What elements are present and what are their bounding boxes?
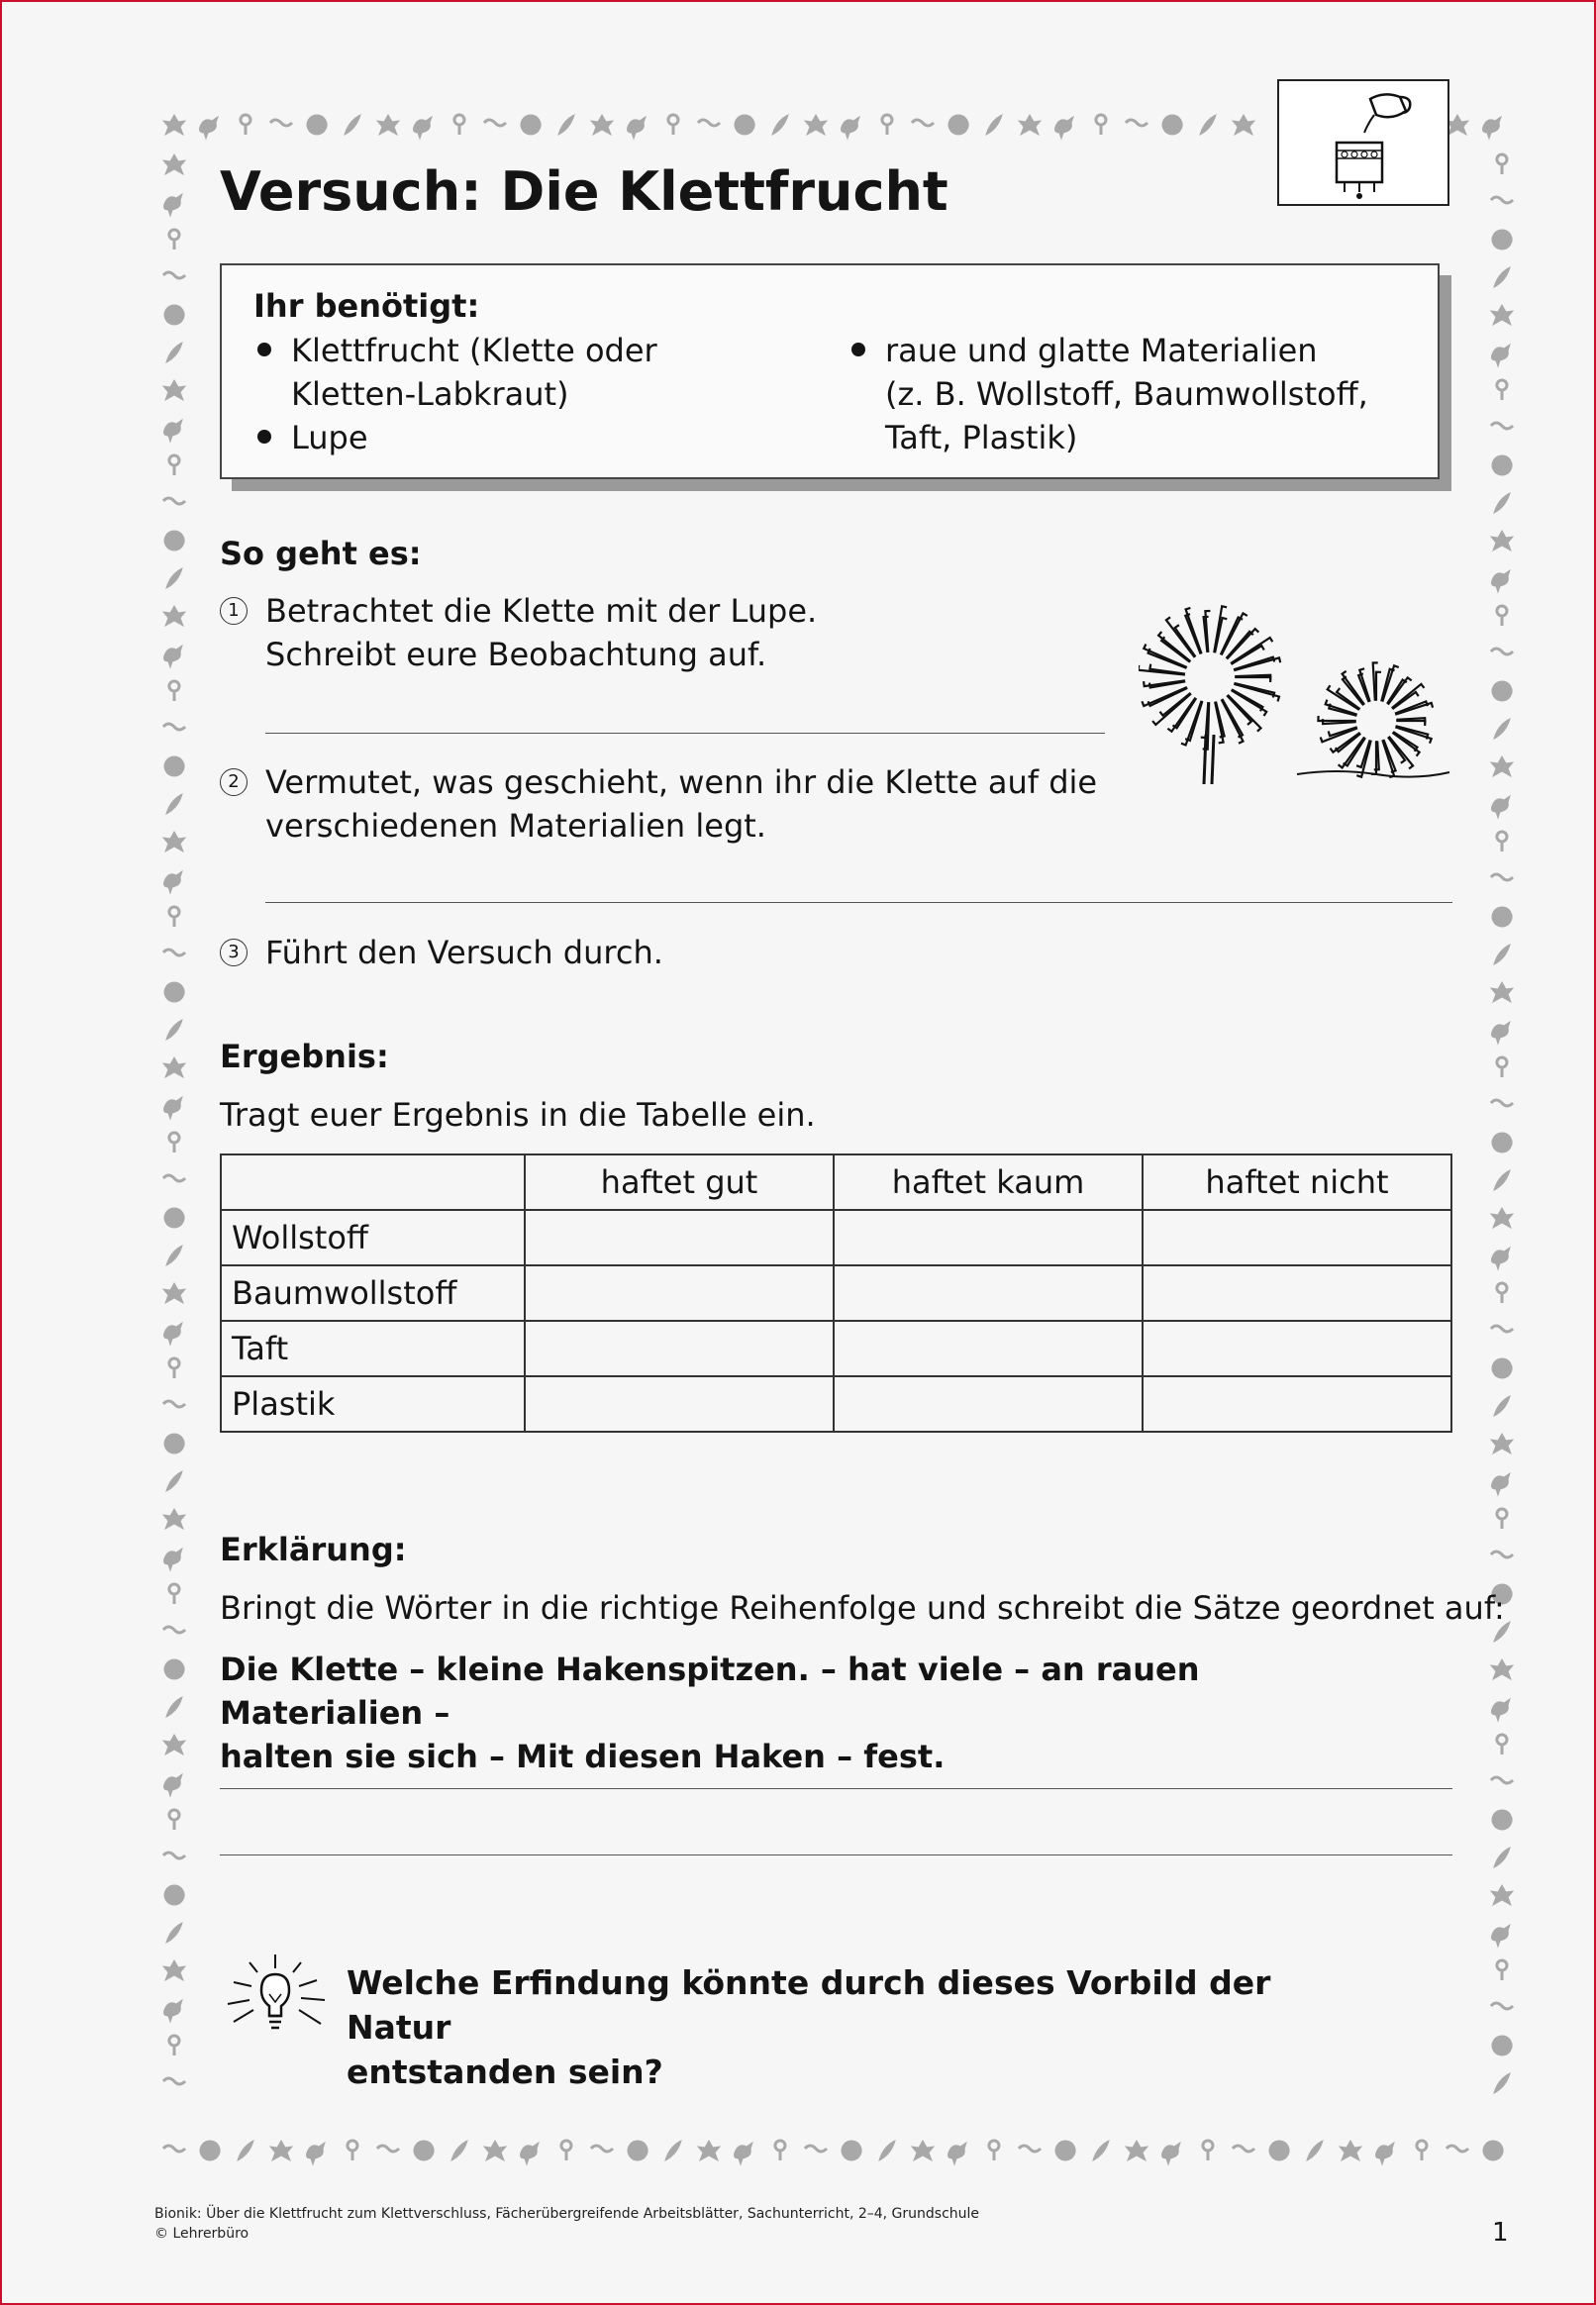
- border-motif: [1492, 1022, 1511, 1044]
- border-motif: [163, 950, 185, 955]
- table-row: [221, 1210, 1451, 1265]
- border-motif: [882, 115, 892, 135]
- border-motif: [169, 455, 179, 475]
- burr-spike: [1376, 672, 1381, 701]
- border-motif: [164, 2000, 183, 2022]
- result-cell[interactable]: [834, 1265, 1143, 1321]
- page-title: Versuch: Die Klettfrucht: [220, 160, 948, 223]
- border-motif: [1491, 1552, 1513, 1557]
- column-header: [221, 1154, 525, 1210]
- border-motif: [200, 117, 219, 139]
- result-table: [220, 1153, 1452, 1433]
- border-motif: [1491, 1659, 1513, 1679]
- border-motif: [986, 115, 1002, 135]
- burr-spike: [1371, 741, 1376, 774]
- row-label: Wollstoff: [221, 1210, 525, 1265]
- result-instruction: Tragt euer Ergebnis in die Tabelle ein.: [220, 1096, 816, 1134]
- border-motif: [1494, 2073, 1510, 2093]
- border-motif: [1492, 1699, 1511, 1721]
- border-motif: [163, 2078, 185, 2084]
- material-item-text: Taft, Plastik): [885, 419, 1078, 456]
- border-motif: [1492, 796, 1511, 818]
- border-motif: [164, 194, 183, 216]
- border-motif: [163, 1509, 185, 1529]
- border-motif: [164, 1208, 184, 1228]
- border-motif: [1492, 1248, 1511, 1269]
- answer-line-2[interactable]: [265, 902, 1452, 903]
- bullet-icon: [257, 430, 271, 444]
- border-motif: [1494, 493, 1510, 513]
- border-motif: [164, 756, 184, 776]
- border-motif: [163, 606, 185, 626]
- border-motif: [163, 115, 185, 135]
- border-motif: [698, 120, 720, 126]
- border-motif: [270, 2141, 292, 2160]
- border-motif: [1492, 345, 1511, 366]
- burdock-burr-illustration: [1139, 586, 1455, 808]
- border-motif: [164, 982, 184, 1002]
- burr-spike: [1215, 702, 1224, 744]
- border-motif: [1019, 115, 1041, 135]
- result-cell[interactable]: [834, 1376, 1143, 1432]
- material-item-text: Kletten-Labkraut): [291, 375, 569, 413]
- border-motif: [169, 1810, 179, 1830]
- border-motif: [1491, 982, 1513, 1002]
- border-motif: [558, 115, 574, 135]
- border-motif: [628, 117, 647, 139]
- border-motif: [1492, 1358, 1512, 1378]
- border-motif: [1491, 756, 1513, 776]
- burr-spike: [1234, 657, 1280, 670]
- result-cell[interactable]: [525, 1321, 834, 1376]
- result-cell[interactable]: [1143, 1265, 1451, 1321]
- step-text: Schreibt eure Beobachtung auf.: [265, 636, 767, 673]
- border-motif: [163, 1057, 185, 1077]
- border-motif: [164, 1323, 183, 1345]
- border-motif: [1492, 230, 1512, 250]
- border-motif: [307, 115, 327, 135]
- border-motif: [805, 2146, 827, 2152]
- border-motif: [1096, 115, 1106, 135]
- border-motif: [1162, 2143, 1181, 2164]
- question-line: Welche Erfindung könnte durch dieses Vorbild der Natur: [347, 1963, 1271, 2047]
- border-motif: [1492, 2036, 1512, 2055]
- step-number: 2: [220, 768, 248, 796]
- border-motif: [1491, 1326, 1513, 1332]
- border-motif: [164, 1885, 184, 1905]
- border-motif: [166, 1471, 182, 1491]
- border-motif: [414, 2141, 434, 2160]
- row-label: Taft: [221, 1321, 525, 1376]
- border-motif: [163, 1283, 185, 1303]
- border-motif: [1200, 115, 1216, 135]
- border-motif: [1497, 832, 1507, 852]
- border-motif: [1491, 423, 1513, 429]
- border-motif: [1055, 2141, 1075, 2160]
- border-motif: [1491, 1777, 1513, 1783]
- border-motif: [377, 2146, 399, 2152]
- border-motif: [1233, 2146, 1254, 2152]
- border-motif: [163, 1960, 185, 1980]
- material-item-text: Klettfrucht (Klette oder: [291, 332, 657, 369]
- border-motif: [1492, 455, 1512, 475]
- border-motif: [241, 115, 250, 135]
- step-text: Betrachtet die Klette mit der Lupe.: [265, 592, 818, 630]
- border-motif: [163, 832, 185, 852]
- table-header-row: [221, 1154, 1451, 1210]
- border-motif: [348, 2141, 357, 2160]
- border-motif: [912, 120, 934, 126]
- border-motif: [1269, 2141, 1289, 2160]
- border-motif: [842, 117, 860, 139]
- border-motif: [628, 2141, 648, 2160]
- border-motif: [1491, 305, 1513, 325]
- border-motif: [164, 1549, 183, 1570]
- table-row: [221, 1265, 1451, 1321]
- border-motif: [665, 2141, 681, 2160]
- result-cell[interactable]: [1143, 1321, 1451, 1376]
- border-motif: [1446, 115, 1468, 135]
- result-cell[interactable]: [1143, 1210, 1451, 1265]
- border-motif: [414, 117, 433, 139]
- experiment-pouring-icon: [1277, 79, 1449, 206]
- border-motif: [1491, 197, 1513, 203]
- border-motif: [1494, 1170, 1510, 1190]
- border-motif: [1491, 531, 1513, 551]
- burr-spike: [1201, 702, 1209, 738]
- border-motif: [1497, 606, 1507, 626]
- border-motif: [1491, 1100, 1513, 1106]
- border-motif: [1497, 1509, 1507, 1529]
- step-number: 1: [220, 597, 248, 625]
- border-motif: [1491, 1885, 1513, 1905]
- border-motif: [166, 1923, 182, 1943]
- scrambled-line: halten sie sich – Mit diesen Haken – fest.: [220, 1738, 946, 1775]
- border-motif: [164, 305, 184, 325]
- border-motif: [1492, 907, 1512, 927]
- burr-spike: [1318, 716, 1355, 721]
- border-motif: [1497, 380, 1507, 400]
- border-motif: [1203, 2141, 1213, 2160]
- materials-heading: Ihr benötigt:: [253, 287, 480, 325]
- border-motif: [163, 380, 185, 400]
- border-motif: [484, 2141, 506, 2160]
- border-motif: [1497, 154, 1507, 174]
- material-item-text: Lupe: [291, 419, 368, 456]
- border-motif: [1492, 1810, 1512, 1830]
- border-motif: [561, 2141, 571, 2160]
- table-row: [221, 1376, 1451, 1432]
- border-motif: [1126, 2141, 1147, 2160]
- border-motif: [1497, 1283, 1507, 1303]
- border-motif: [164, 420, 183, 442]
- border-motif: [169, 230, 179, 250]
- burr-spike: [1382, 740, 1394, 777]
- border-motif: [1494, 1396, 1510, 1416]
- border-motif: [989, 2141, 999, 2160]
- border-motif: [1491, 874, 1513, 880]
- border-motif: [169, 2036, 179, 2055]
- border-motif: [1126, 120, 1147, 126]
- result-cell[interactable]: [525, 1210, 834, 1265]
- border-motif: [163, 1627, 185, 1633]
- step-text: verschiedenen Materialien legt.: [265, 807, 766, 845]
- border-motif: [1491, 1434, 1513, 1453]
- procedure-heading: So geht es:: [220, 535, 422, 572]
- border-motif: [163, 724, 185, 730]
- border-motif: [163, 2146, 185, 2152]
- border-motif: [345, 115, 360, 135]
- border-motif: [169, 1584, 179, 1604]
- result-cell[interactable]: [1143, 1376, 1451, 1432]
- border-motif: [163, 498, 185, 504]
- border-motif: [879, 2141, 895, 2160]
- border-motif: [735, 2143, 753, 2164]
- border-motif: [1492, 1473, 1511, 1495]
- materials-right-column: [848, 329, 1402, 459]
- result-heading: Ergebnis:: [220, 1038, 389, 1075]
- border-motif: [948, 115, 968, 135]
- border-motif: [521, 2143, 540, 2164]
- border-motif: [1093, 2141, 1109, 2160]
- border-motif: [591, 2146, 613, 2152]
- border-motif: [200, 2141, 220, 2160]
- border-motif: [1492, 1133, 1512, 1152]
- burr-spike: [1395, 703, 1433, 715]
- border-motif: [166, 1697, 182, 1717]
- border-motif: [169, 681, 179, 701]
- border-motif: [169, 1133, 179, 1152]
- answer-line-3[interactable]: [220, 1788, 1452, 1789]
- border-motif: [842, 2141, 861, 2160]
- column-header: haftet gut: [525, 1154, 834, 1210]
- border-motif: [163, 1853, 185, 1858]
- border-motif: [1491, 649, 1513, 654]
- border-motif: [1307, 2141, 1323, 2160]
- border-motif: [164, 1774, 183, 1796]
- border-motif: [1492, 681, 1512, 701]
- border-motif: [163, 154, 185, 174]
- scrambled-words: [220, 1648, 1388, 1778]
- border-motif: [238, 2141, 253, 2160]
- explanation-heading: Erklärung:: [220, 1531, 407, 1568]
- border-motif: [1055, 117, 1074, 139]
- border-motif: [163, 272, 185, 278]
- result-cell[interactable]: [834, 1210, 1143, 1265]
- border-motif: [948, 2143, 967, 2164]
- answer-line-1[interactable]: [265, 733, 1105, 734]
- border-motif: [164, 1097, 183, 1119]
- border-motif: [164, 1659, 184, 1679]
- border-motif: [164, 646, 183, 667]
- border-motif: [1492, 570, 1511, 592]
- materials-left-column: [253, 329, 808, 459]
- border-motif: [1233, 115, 1254, 135]
- border-motif: [270, 120, 292, 126]
- border-motif: [166, 568, 182, 588]
- bullet-icon: [851, 343, 865, 356]
- result-cell[interactable]: [525, 1265, 834, 1321]
- material-item: [253, 416, 808, 459]
- border-motif: [1376, 2143, 1395, 2164]
- border-motif: [484, 120, 506, 126]
- column-header: haftet nicht: [1143, 1154, 1451, 1210]
- border-motif: [1497, 1960, 1507, 1980]
- border-motif: [775, 2141, 785, 2160]
- border-motif: [1417, 2141, 1427, 2160]
- footer-copyright: © Lehrerbüro: [154, 2226, 249, 2242]
- border-motif: [163, 1175, 185, 1181]
- explanation-instruction: Bringt die Wörter in die richtige Reihenfolge und schreibt die Sätze geordnet auf:: [220, 1589, 1505, 1627]
- materials-box: [220, 263, 1440, 479]
- row-label: Plastik: [221, 1376, 525, 1432]
- border-motif: [377, 115, 399, 135]
- border-motif: [1162, 115, 1182, 135]
- border-motif: [591, 115, 613, 135]
- border-motif: [164, 1434, 184, 1453]
- step-3: [220, 931, 663, 974]
- lightbulb-idea-icon: [218, 1951, 333, 2050]
- border-motif: [164, 871, 183, 893]
- border-motif: [1491, 2003, 1513, 2009]
- border-motif: [163, 1735, 185, 1754]
- border-motif: [451, 2141, 467, 2160]
- border-motif: [1446, 2146, 1468, 2152]
- border-motif: [772, 115, 788, 135]
- border-motif: [698, 2141, 720, 2160]
- border-motif: [1494, 945, 1510, 964]
- border-motif: [1494, 267, 1510, 287]
- column-header: haftet kaum: [834, 1154, 1143, 1210]
- table-row: [221, 1321, 1451, 1376]
- step-text: Führt den Versuch durch.: [265, 934, 663, 971]
- burr-spike: [1235, 677, 1270, 682]
- ground-line: [1297, 771, 1449, 777]
- scrambled-line: Die Klette – kleine Hakenspitzen. – hat viele – an rauen Materialien –: [220, 1651, 1200, 1732]
- border-motif: [805, 115, 827, 135]
- border-motif: [164, 531, 184, 551]
- border-motif: [166, 794, 182, 814]
- border-motif: [1497, 1735, 1507, 1754]
- border-motif: [1491, 1208, 1513, 1228]
- border-motif: [1340, 2141, 1361, 2160]
- border-motif: [166, 1020, 182, 1040]
- border-motif: [1483, 117, 1502, 139]
- border-motif: [1019, 2146, 1041, 2152]
- border-motif: [454, 115, 464, 135]
- material-item-text: raue und glatte Materialien: [885, 332, 1318, 369]
- border-motif: [521, 115, 541, 135]
- material-item-text: (z. B. Wollstoff, Baumwollstoff,: [885, 375, 1368, 413]
- footer-source-line: Bionik: Über die Klettfrucht zum Klettverschluss, Fächerübergreifende Arbeitsblätter, Sachunterricht, 2–4, Grundschule: [154, 2206, 980, 2222]
- border-motif: [166, 343, 182, 362]
- page-number: 1: [1492, 2218, 1509, 2248]
- bullet-icon: [257, 343, 271, 356]
- step-2: [220, 760, 1097, 848]
- border-motif: [1497, 1057, 1507, 1077]
- border-motif: [912, 2141, 934, 2160]
- material-item: [848, 329, 1402, 459]
- material-item: [253, 329, 808, 416]
- step-number: 3: [220, 939, 248, 966]
- border-motif: [1494, 1848, 1510, 1867]
- border-motif: [1483, 2141, 1503, 2160]
- result-cell[interactable]: [834, 1321, 1143, 1376]
- border-motif: [169, 907, 179, 927]
- step-1: [220, 589, 817, 676]
- burr-spike: [1396, 721, 1425, 726]
- border-motif: [668, 115, 678, 135]
- question-line: entstanden sein?: [347, 2053, 663, 2091]
- result-cell[interactable]: [525, 1376, 834, 1432]
- row-label: Baumwollstoff: [221, 1265, 525, 1321]
- answer-line-4[interactable]: [220, 1854, 1452, 1855]
- border-motif: [163, 1401, 185, 1407]
- border-motif: [1494, 719, 1510, 739]
- border-motif: [307, 2143, 326, 2164]
- reflection-question: [347, 1960, 1376, 2094]
- border-motif: [1492, 1925, 1511, 1947]
- footer-source: [154, 2204, 979, 2244]
- border-motif: [166, 1246, 182, 1265]
- step-text: Vermutet, was geschieht, wenn ihr die Klette auf die: [265, 763, 1098, 801]
- border-motif: [169, 1358, 179, 1378]
- border-motif: [735, 115, 754, 135]
